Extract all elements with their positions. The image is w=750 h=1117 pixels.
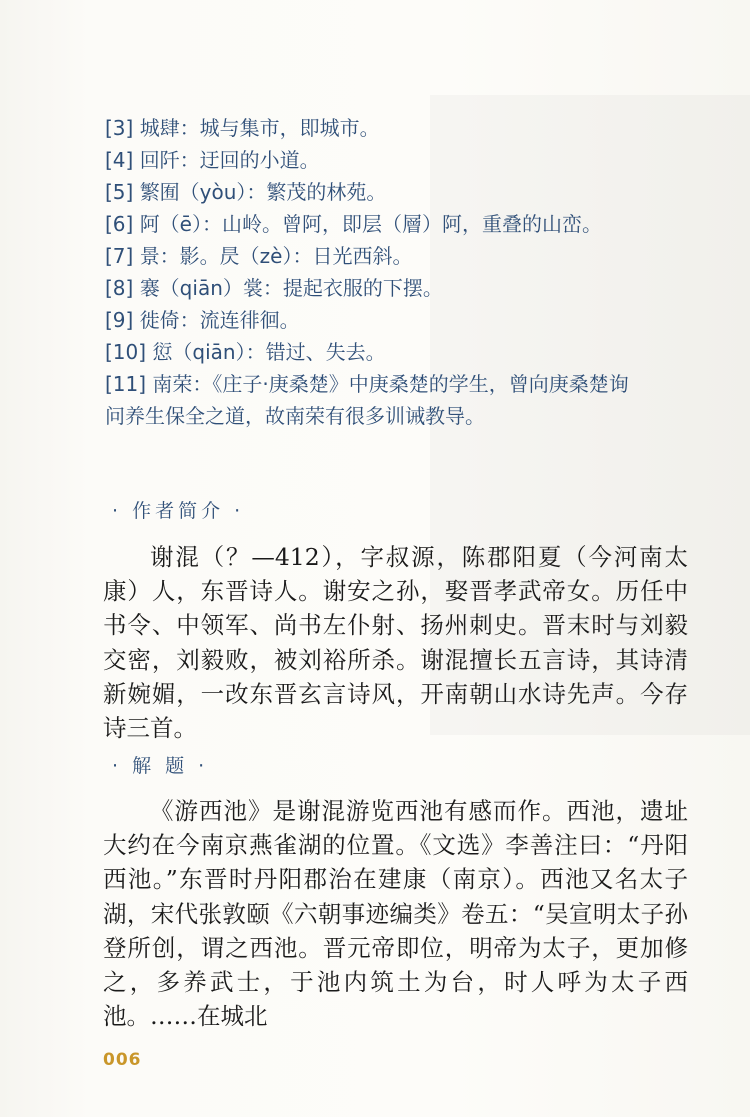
- note-8: [8] 褰（qiān）裳：提起衣服的下摆。: [105, 276, 443, 300]
- annotation-notes: [105, 112, 645, 432]
- page-number: 006: [103, 1050, 142, 1070]
- analysis-section-title: · 解 题 ·: [112, 755, 209, 777]
- analysis-paragraph: 《游西池》是谢混游览西池有感而作。西池，遗址大约在今南京燕雀湖的位置。《文选》李善注曰：“丹阳西池。”东晋时丹阳郡治在建康（南京）。西池又名太子湖，宋代张敦颐《六朝事迹编类》卷五：“吴宣明太子孙登所创，谓之西池。晋元帝即位，明帝为太子，更加修之，多养武士，于池内筑土为台，时人呼为太子西池。……在城北: [103, 797, 688, 1031]
- author-section-body: [103, 540, 688, 745]
- analysis-section-body: [103, 794, 688, 1033]
- note-10: [10] 愆（qiān）：错过、失去。: [105, 340, 386, 364]
- note-4: [4] 回阡：迂回的小道。: [105, 148, 320, 172]
- note-5: [5] 繁囿（yòu）：繁茂的林苑。: [105, 180, 387, 204]
- author-paragraph: 谢混（？—412），字叔源，陈郡阳夏（今河南太康）人，东晋诗人。谢安之孙，娶晋孝武帝女。历任中书令、中领军、尚书左仆射、扬州刺史。晋末时与刘毅交密，刘毅败，被刘裕所杀。谢混擅长五言诗，其诗清新婉媚，一改东晋玄言诗风，开南朝山水诗先声。今存诗三首。: [103, 543, 688, 743]
- author-section-title: · 作者简介 ·: [112, 500, 245, 522]
- note-9: [9] 徙倚：流连徘徊。: [105, 308, 300, 332]
- note-11: [11] 南荣：《庄子·庚桑楚》中庚桑楚的学生，曾向庚桑楚询问养生保全之道，故南荣有很多训诫教导。: [105, 372, 629, 428]
- note-6: [6] 阿（ē）：山岭。曾阿，即层（層）阿，重叠的山峦。: [105, 212, 602, 236]
- note-3: [3] 城肆：城与集市，即城市。: [105, 116, 380, 140]
- note-7: [7] 景：影。昃（zè）：日光西斜。: [105, 244, 413, 268]
